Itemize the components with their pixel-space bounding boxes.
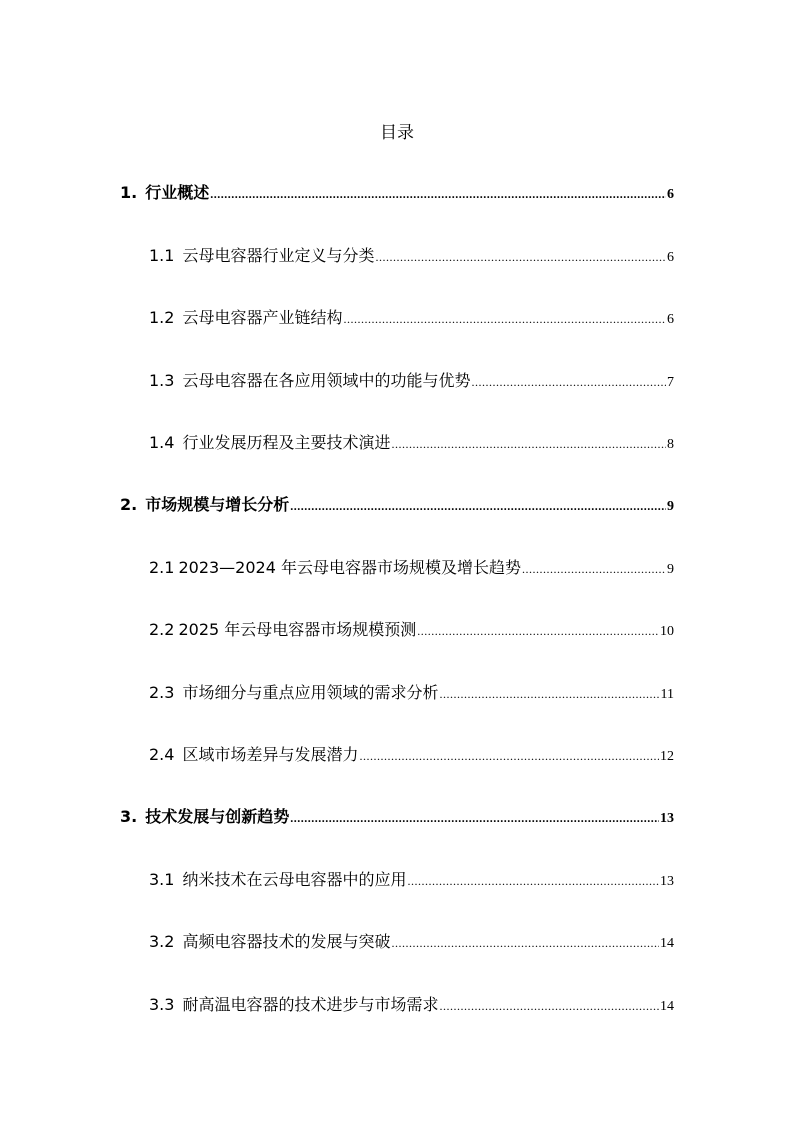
toc-leader-dots [359, 749, 659, 764]
toc-entry-text: 区域市场差异与发展潜力 [182, 745, 359, 764]
toc-leader-dots [439, 687, 659, 702]
toc-entry-2-3[interactable] [149, 680, 674, 703]
toc-entry-page: 12 [660, 749, 674, 764]
toc-entry-page: 14 [660, 999, 674, 1014]
toc-entry-text: 云母电容器行业定义与分类 [182, 246, 375, 265]
toc-entry-page: 6 [667, 250, 674, 265]
toc-entry-3[interactable] [120, 804, 674, 827]
toc-entry-page: 11 [660, 687, 674, 702]
toc-entry-2-1[interactable] [149, 555, 674, 578]
toc-entry-number: 2. [120, 495, 138, 514]
toc-entry-page: 7 [667, 375, 674, 390]
toc-entry-1-1[interactable] [149, 243, 674, 266]
toc-entry-3-1[interactable] [149, 867, 674, 890]
toc-entry-2-4[interactable] [149, 742, 674, 765]
toc-entry-text: 2023—2024 年云母电容器市场规模及增长趋势 [178, 558, 521, 577]
toc-entry-2[interactable] [120, 492, 674, 515]
toc-entry-number: 2.2 [149, 620, 175, 639]
toc-entry-number: 3.3 [149, 995, 175, 1014]
toc-entry-number: 3. [120, 807, 138, 826]
toc-leader-dots [471, 375, 666, 390]
toc-entry-page: 9 [667, 562, 674, 577]
toc-leader-dots [343, 312, 666, 327]
toc-leader-dots [391, 936, 659, 951]
toc-entry-page: 13 [660, 811, 674, 826]
toc-leader-dots [290, 811, 659, 826]
toc-entry-page: 6 [667, 312, 674, 327]
toc-entry-number: 2.1 [149, 558, 175, 577]
toc-entry-1-3[interactable] [149, 368, 674, 391]
toc-entry-page: 10 [660, 624, 674, 639]
toc-entry-text: 云母电容器产业链结构 [182, 308, 343, 327]
toc-title: 目录 [380, 123, 414, 143]
toc-entry-text: 高频电容器技术的发展与突破 [182, 932, 391, 951]
toc-entry-page: 6 [667, 187, 674, 202]
toc-entry-number: 1. [120, 183, 138, 202]
toc-entry-page: 8 [667, 437, 674, 452]
toc-entry-page: 13 [660, 874, 674, 889]
toc-leader-dots [375, 250, 666, 265]
toc-entry-3-2[interactable] [149, 929, 674, 952]
toc-entry-3-3[interactable] [149, 992, 674, 1015]
toc-leader-dots [417, 624, 659, 639]
toc-entry-number: 1.3 [149, 371, 175, 390]
toc-entry-1-2[interactable] [149, 305, 674, 328]
toc-entry-text: 行业概述 [145, 183, 210, 202]
toc-leader-dots [522, 562, 666, 577]
toc-entry-number: 2.4 [149, 745, 175, 764]
toc-leader-dots [391, 437, 666, 452]
toc-entry-page: 9 [667, 499, 674, 514]
toc-entry-number: 3.2 [149, 932, 175, 951]
toc-entry-number: 3.1 [149, 870, 175, 889]
toc-entry-number: 2.3 [149, 683, 175, 702]
toc-entry-1-4[interactable] [149, 430, 674, 453]
toc-entry-text: 2025 年云母电容器市场规模预测 [178, 620, 417, 639]
toc-entry-text: 行业发展历程及主要技术演进 [182, 433, 391, 452]
toc-entry-number: 1.2 [149, 308, 175, 327]
toc-leader-dots [290, 499, 666, 514]
toc-entry-text: 纳米技术在云母电容器中的应用 [182, 870, 407, 889]
toc-entry-text: 市场规模与增长分析 [145, 495, 290, 514]
toc-entry-text: 技术发展与创新趋势 [145, 807, 290, 826]
toc-entry-number: 1.1 [149, 246, 175, 265]
toc-entry-1[interactable] [120, 180, 674, 203]
toc-leader-dots [439, 999, 659, 1014]
toc-entry-text: 耐高温电容器的技术进步与市场需求 [182, 995, 439, 1014]
toc-leader-dots [407, 874, 659, 889]
toc-leader-dots [210, 187, 666, 202]
toc-entry-number: 1.4 [149, 433, 175, 452]
toc-entry-2-2[interactable] [149, 617, 674, 640]
toc-entry-text: 市场细分与重点应用领域的需求分析 [182, 683, 439, 702]
toc-entry-text: 云母电容器在各应用领域中的功能与优势 [182, 371, 471, 390]
toc-entry-page: 14 [660, 936, 674, 951]
